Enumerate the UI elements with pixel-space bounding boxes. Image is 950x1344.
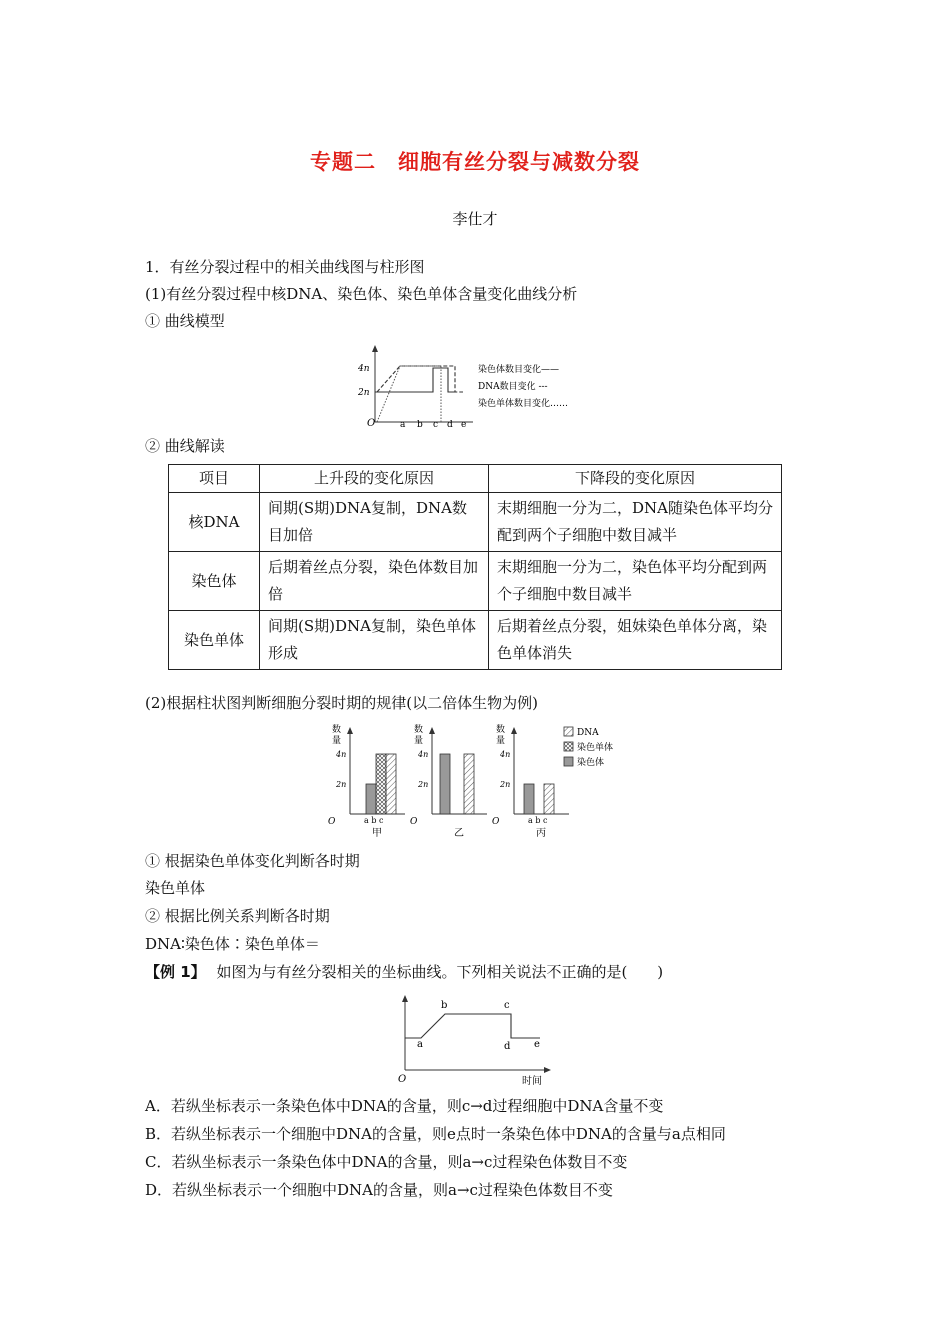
option-d: D．若纵坐标表示一个细胞中DNA的含量，则a→c过程染色体数目不变	[145, 1181, 613, 1199]
legend-swatch-dna	[564, 727, 573, 736]
y-axis-arrow	[429, 727, 435, 734]
origin-label: O	[367, 418, 376, 429]
bar-panel-3	[492, 723, 569, 839]
legend-chromosome: 染色体数目变化——	[478, 365, 560, 375]
legend-chromosome: 染色体	[577, 758, 605, 768]
y-axis-arrow	[511, 727, 517, 734]
tick-label-4n: 4n	[358, 364, 370, 374]
tick-label-2n: 2n	[418, 780, 429, 789]
chromatid-curve	[377, 366, 441, 422]
legend-swatch-chromatid	[564, 742, 573, 751]
tick-label-2n: 2n	[358, 388, 370, 398]
row-item: 染色体	[169, 552, 260, 611]
page-title: 专题二 细胞有丝分裂与减数分裂	[310, 150, 640, 174]
bar-chromosome	[524, 784, 534, 814]
bar-panel-1	[328, 723, 405, 839]
y-axis-label: 量	[496, 736, 506, 746]
panel-name: 乙	[454, 828, 464, 839]
y-axis-label: 数	[496, 725, 506, 735]
table-row	[169, 611, 782, 670]
x-axis-arrow	[544, 1067, 551, 1073]
section-heading: 1．有丝分裂过程中的相关曲线图与柱形图	[145, 258, 425, 276]
option-b: B．若纵坐标表示一个细胞中DNA的含量，则e点时一条染色体中DNA的含量与a点相同	[145, 1125, 726, 1143]
point-e: e	[534, 1039, 540, 1050]
legend-chromatid: 染色单体数目变化……	[478, 399, 569, 409]
bar-chromatid	[376, 754, 386, 814]
y-axis-arrow	[347, 727, 353, 734]
x-axis-label: 时间	[522, 1076, 542, 1087]
legend-dna: DNA	[577, 728, 599, 738]
y-axis-label: 量	[332, 736, 342, 746]
tick-label-4n: 4n	[500, 750, 511, 759]
row-item: 染色单体	[169, 611, 260, 670]
point-a: a	[417, 1039, 423, 1050]
example-tag: 【例 1】	[145, 963, 206, 981]
x-tick-c: c	[433, 420, 439, 430]
tick-label-4n: 4n	[336, 750, 347, 759]
origin-label: O	[328, 817, 336, 827]
x-tick-a: a	[400, 420, 406, 430]
origin-label: O	[398, 1074, 407, 1085]
x-tick-e: e	[461, 420, 467, 430]
y-axis-arrow	[402, 995, 408, 1002]
table-row	[169, 552, 782, 611]
bar-charts	[330, 722, 630, 844]
table-header-row	[169, 465, 782, 493]
example-question	[145, 961, 663, 983]
x-tick-b: b	[417, 420, 423, 430]
author: 李仕才	[452, 210, 498, 228]
bar-chromosome	[440, 754, 450, 814]
tick-label-2n: 2n	[336, 780, 347, 789]
curve-model-label: ① 曲线模型	[145, 312, 225, 330]
panel-name: 丙	[536, 828, 546, 839]
row-fall: 末期细胞一分为二，染色体平均分配到两个子细胞中数目减半	[489, 552, 782, 611]
header-item: 项目	[169, 465, 260, 493]
row-fall: 末期细胞一分为二，DNA随染色体平均分配到两个子细胞中数目减半	[489, 493, 782, 552]
x-tick-d: d	[447, 420, 453, 430]
tick-label-4n: 4n	[418, 750, 429, 759]
row-item: 核DNA	[169, 493, 260, 552]
rule2-text: DNA∶染色体∶染色单体＝	[145, 935, 320, 953]
rule2-label: ② 根据比例关系判断各时期	[145, 907, 330, 925]
subsection-heading: (1)有丝分裂过程中核DNA、染色体、染色单体含量变化曲线分析	[145, 285, 578, 303]
origin-label: O	[410, 817, 418, 827]
curve-model-chart	[355, 344, 605, 432]
subsection-heading-2: (2)根据柱状图判断细胞分裂时期的规律(以二倍体生物为例)	[145, 694, 538, 712]
row-rise: 间期(S期)DNA复制，DNA数目加倍	[260, 493, 489, 552]
header-fall: 下降段的变化原因	[489, 465, 782, 493]
legend-swatch-chromosome	[564, 757, 573, 766]
x-tick-labels: a b c	[364, 816, 384, 825]
header-rise: 上升段的变化原因	[260, 465, 489, 493]
rule1-text: 染色单体	[145, 879, 206, 897]
origin-label: O	[492, 817, 500, 827]
row-fall: 后期着丝点分裂，姐妹染色单体分离，染色单体消失	[489, 611, 782, 670]
panel-name: 甲	[372, 828, 382, 839]
point-c: c	[504, 1000, 510, 1011]
bar-dna	[386, 754, 396, 814]
legend-chromatid: 染色单体	[577, 743, 614, 753]
y-axis-label: 数	[414, 725, 424, 735]
curve-interpret-label: ② 曲线解读	[145, 437, 225, 455]
option-c: C．若纵坐标表示一条染色体中DNA的含量，则a→c过程染色体数目不变	[145, 1153, 628, 1171]
bar-dna	[544, 784, 554, 814]
row-rise: 间期(S期)DNA复制，染色单体形成	[260, 611, 489, 670]
x-tick-labels: a b c	[528, 816, 548, 825]
example-chart	[395, 992, 560, 1090]
dna-curve	[377, 366, 463, 392]
row-rise: 后期着丝点分裂，染色体数目加倍	[260, 552, 489, 611]
point-d: d	[504, 1041, 511, 1052]
y-axis-label: 量	[414, 736, 424, 746]
y-axis-arrow	[372, 345, 378, 352]
y-axis-label: 数	[332, 725, 342, 735]
tick-label-2n: 2n	[500, 780, 511, 789]
rule1-label: ① 根据染色单体变化判断各时期	[145, 852, 360, 870]
example-text: 如图为与有丝分裂相关的坐标曲线。下列相关说法不正确的是( )	[216, 963, 664, 981]
bar-chromosome	[366, 784, 376, 814]
bar-dna	[464, 754, 474, 814]
table-row	[169, 493, 782, 552]
bar-panel-2	[410, 723, 487, 839]
option-a: A．若纵坐标表示一条染色体中DNA的含量，则c→d过程细胞中DNA含量不变	[145, 1097, 664, 1115]
legend-dna: DNA数目变化 ---	[478, 382, 548, 392]
reasons-table	[168, 464, 782, 670]
point-b: b	[441, 1000, 448, 1011]
dna-curve	[405, 1014, 540, 1038]
